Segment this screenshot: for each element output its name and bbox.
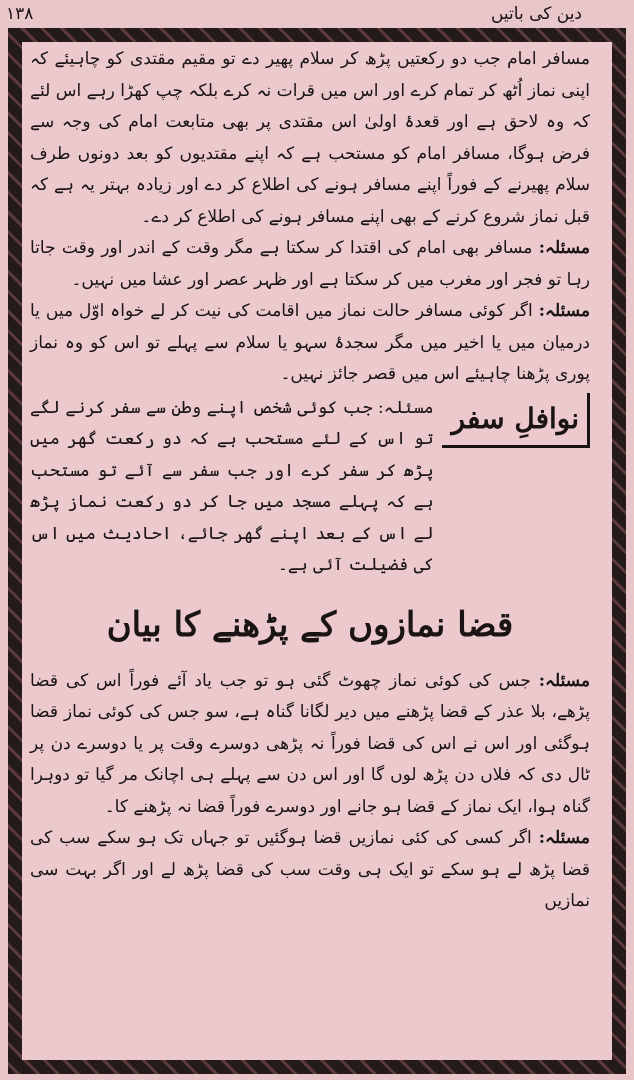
paragraph-text: اگر کسی کی کئی نمازیں قضا ہوگئیں تو جہاں تک ہو سکے سب کی قضا پڑھ لے ہو سکے تو ایک ہی وقت سب کی قضا پڑھ لے اور اگر بہت سی نمازیں (30, 828, 590, 911)
masala-label: مسئلہ: (538, 828, 590, 848)
nawafil-paragraph (30, 393, 434, 582)
masala-paragraph (30, 296, 590, 391)
masala-paragraph (30, 666, 590, 824)
masala-label: مسئلہ: (538, 238, 590, 258)
masala-paragraph (30, 823, 590, 918)
section-heading: قضا نمازوں کے پڑھنے کا بیان (106, 604, 514, 645)
paragraph (30, 44, 590, 233)
page-body (30, 44, 590, 1054)
paragraph-text: مسافر بھی امام کی اقتدا کر سکتا ہے مگر وقت کے اندر اور وقت جاتا رہا تو فجر اور مغرب میں کر سکتا ہے اور ظہر عصر اور عشا میں نہیں۔ (30, 238, 590, 290)
masala-label: مسئلہ: (378, 397, 434, 418)
page-number: ۱۳۸ (6, 4, 34, 24)
page-header (0, 0, 634, 30)
paragraph-text: اگر کوئی مسافر حالت نماز میں اقامت کی نیت کر لے خواہ اوّل میں یا درمیان میں یا اخیر میں مگر سجدۂ سہو یا سلام سے پہلے تو اس کو وہ نماز پوری پڑھنا چاہیئے اس میں قصر جائز نہیں۔ (30, 301, 590, 384)
running-title: دین کی باتیں (490, 4, 582, 24)
paragraph-text: جب کوئی شخص اپنے وطن سے سفر کرنے لگے تو اس کے لئے مستحب ہے کہ دو رکعت گھر میں پڑھ کر سفر کرے اور جب سفر سے آئے تو مستحب ہے کہ پہلے مسجد میں جا کر دو رکعت نماز پڑھ لے اس کے بعد اپنے گھر جائے، احادیث میں اس کی فضیلت آئی ہے۔ (30, 397, 434, 575)
masala-paragraph (30, 233, 590, 296)
paragraph-text: جس کی کوئی نماز چھوٹ گئی ہو تو جب یاد آئے فوراً اس کی قضا پڑھے، بلا عذر کے قضا پڑھنے میں دیر لگانا گناہ ہے، سو جس کی کوئی نماز قضا ہوگئی اور اس نے اس کی قضا فوراً نہ پڑھی دوسرے وقت پر یا دوسرے دن پر ٹال دی کہ فلاں دن پڑھ لوں گا اور اس دن سے پہلے ہی اچانک مر گیا تو دوہرا گناہ ہوا، ایک نماز کے قضا ہو جانے اور دوسرے فوراً قضا نہ پڑھنے کا۔ (30, 670, 590, 817)
nawafil-heading-box: نوافلِ سفر (442, 393, 590, 448)
nawafil-section (30, 393, 590, 582)
paragraph-text: مسافر امام جب دو رکعتیں پڑھ کر سلام پھیر دے تو مقیم مقتدی کو چاہیئے کہ اپنی نماز اُٹھ کر تمام کرے اور اس میں قرات نہ کرے بلکہ چپ کھڑا رہے اس لئے کہ وہ لاحق ہے اور قعدۂ اولیٰ اس مقتدی پر بھی متابعت امام کی وجہ سے فرض ہوگا، مسافر امام کو مستحب ہے کہ اپنے مقتدیوں کو بعد دونوں طرف سلام پھیرنے کے فوراً اپنے مسافر ہونے کی اطلاع کر دے اور زیادہ بہتر یہ ہے کہ قبل نماز شروع کرنے کے بھی اپنے مسافر ہونے کی اطلاع کر دے۔ (30, 49, 590, 227)
masala-label: مسئلہ: (538, 670, 590, 691)
masala-label: مسئلہ: (538, 301, 590, 321)
